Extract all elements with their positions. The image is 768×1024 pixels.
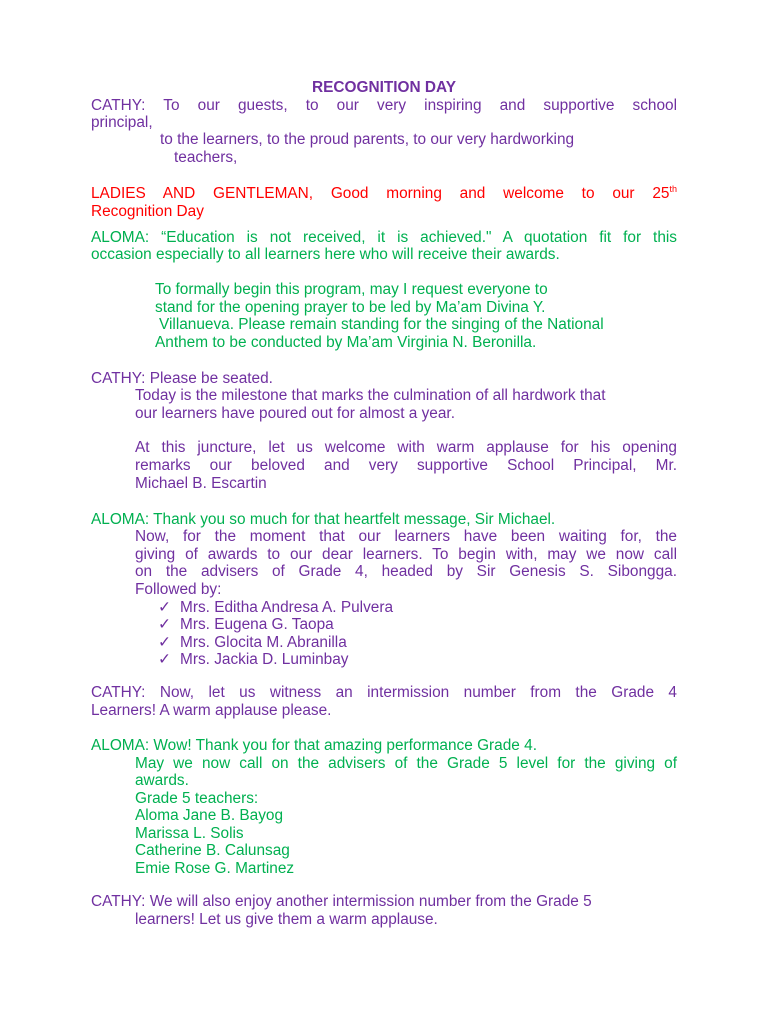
aloma-thanks-line: ALOMA: Thank you so much for that heartfelt message, Sir Michael.: [91, 511, 556, 528]
cathy-greeting-line-3: to the learners, to the proud parents, to our very hardworking: [160, 131, 575, 148]
welcome-text: LADIES AND GENTLEMAN, Good morning and welcome to our 25: [91, 185, 670, 202]
check-icon: ✓: [158, 634, 171, 651]
opening-prayer-line-3: Villanueva. Please remain standing for the singing of the National: [159, 316, 604, 333]
juncture-line-2: remarks our beloved and very supportive School Principal, Mr.: [135, 457, 677, 474]
cathy-greeting-line-2: principal,: [91, 114, 153, 131]
grade5-teacher-name: Marissa L. Solis: [135, 825, 244, 842]
page-title: RECOGNITION DAY: [312, 79, 456, 96]
juncture-line-1: At this juncture, let us welcome with warm applause for his opening: [135, 439, 677, 456]
ordinal-suffix: th: [669, 184, 677, 194]
welcome-line-2: Recognition Day: [91, 203, 204, 220]
intermission-g4-line-2: Learners! A warm applause please.: [91, 702, 332, 719]
grade5-call-line-1: May we now call on the advisers of the Grade 5 level for the giving of: [135, 755, 677, 772]
adviser-name: Mrs. Jackia D. Luminbay: [180, 651, 349, 668]
opening-prayer-line-4: Anthem to be conducted by Ma’am Virginia N. Beronilla.: [155, 334, 537, 351]
aloma-wow-line: ALOMA: Wow! Thank you for that amazing performance Grade 4.: [91, 737, 537, 754]
grade4-adviser-item: [158, 599, 393, 617]
grade5-teacher-name: Catherine B. Calunsag: [135, 842, 290, 859]
intermission-g4-line-1: CATHY: Now, let us witness an intermission number from the Grade 4: [91, 684, 677, 701]
grade5-teacher-name: Emie Rose G. Martinez: [135, 860, 295, 877]
juncture-line-3: Michael B. Escartin: [135, 475, 267, 492]
cathy-greeting-line-1: CATHY: To our guests, to our very inspiring and supportive school: [91, 97, 677, 114]
grade4-adviser-item: [158, 651, 349, 669]
awards-line-4: Followed by:: [135, 581, 222, 598]
grade5-teachers-heading: Grade 5 teachers:: [135, 790, 259, 807]
adviser-name: Mrs. Editha Andresa A. Pulvera: [180, 599, 394, 616]
intermission-g5-line-1: CATHY: We will also enjoy another intermission number from the Grade 5: [91, 893, 592, 910]
intermission-g5-line-2: learners! Let us give them a warm applause.: [135, 911, 438, 928]
awards-line-2: giving of awards to our dear learners. To begin with, may we now call: [135, 546, 677, 563]
check-icon: ✓: [158, 651, 171, 668]
welcome-line-1: [91, 185, 677, 203]
adviser-name: Mrs. Glocita M. Abranilla: [180, 634, 347, 651]
adviser-name: Mrs. Eugena G. Taopa: [180, 616, 334, 633]
grade5-call-line-2: awards.: [135, 772, 189, 789]
awards-line-3: on the advisers of Grade 4, headed by Sir Genesis S. Sibongga.: [135, 563, 677, 580]
milestone-line-1: Today is the milestone that marks the culmination of all hardwork that: [135, 387, 606, 404]
cathy-greeting-line-4: teachers,: [174, 149, 238, 166]
check-icon: ✓: [158, 616, 171, 633]
milestone-line-2: our learners have poured out for almost a year.: [135, 405, 455, 422]
aloma-quote-line-1: ALOMA: “Education is not received, it is achieved." A quotation fit for this: [91, 229, 677, 246]
grade4-adviser-item: [158, 616, 334, 634]
grade5-teacher-name: Aloma Jane B. Bayog: [135, 807, 284, 824]
awards-line-1: Now, for the moment that our learners have been waiting for, the: [135, 528, 677, 545]
aloma-quote-line-2: occasion especially to all learners here who will receive their awards.: [91, 246, 560, 263]
opening-prayer-line-2: stand for the opening prayer to be led by Ma’am Divina Y.: [155, 299, 546, 316]
check-icon: ✓: [158, 599, 171, 616]
opening-prayer-line-1: To formally begin this program, may I request everyone to: [155, 281, 548, 298]
grade4-adviser-item: [158, 634, 347, 652]
cathy-seated-line: CATHY: Please be seated.: [91, 370, 273, 387]
